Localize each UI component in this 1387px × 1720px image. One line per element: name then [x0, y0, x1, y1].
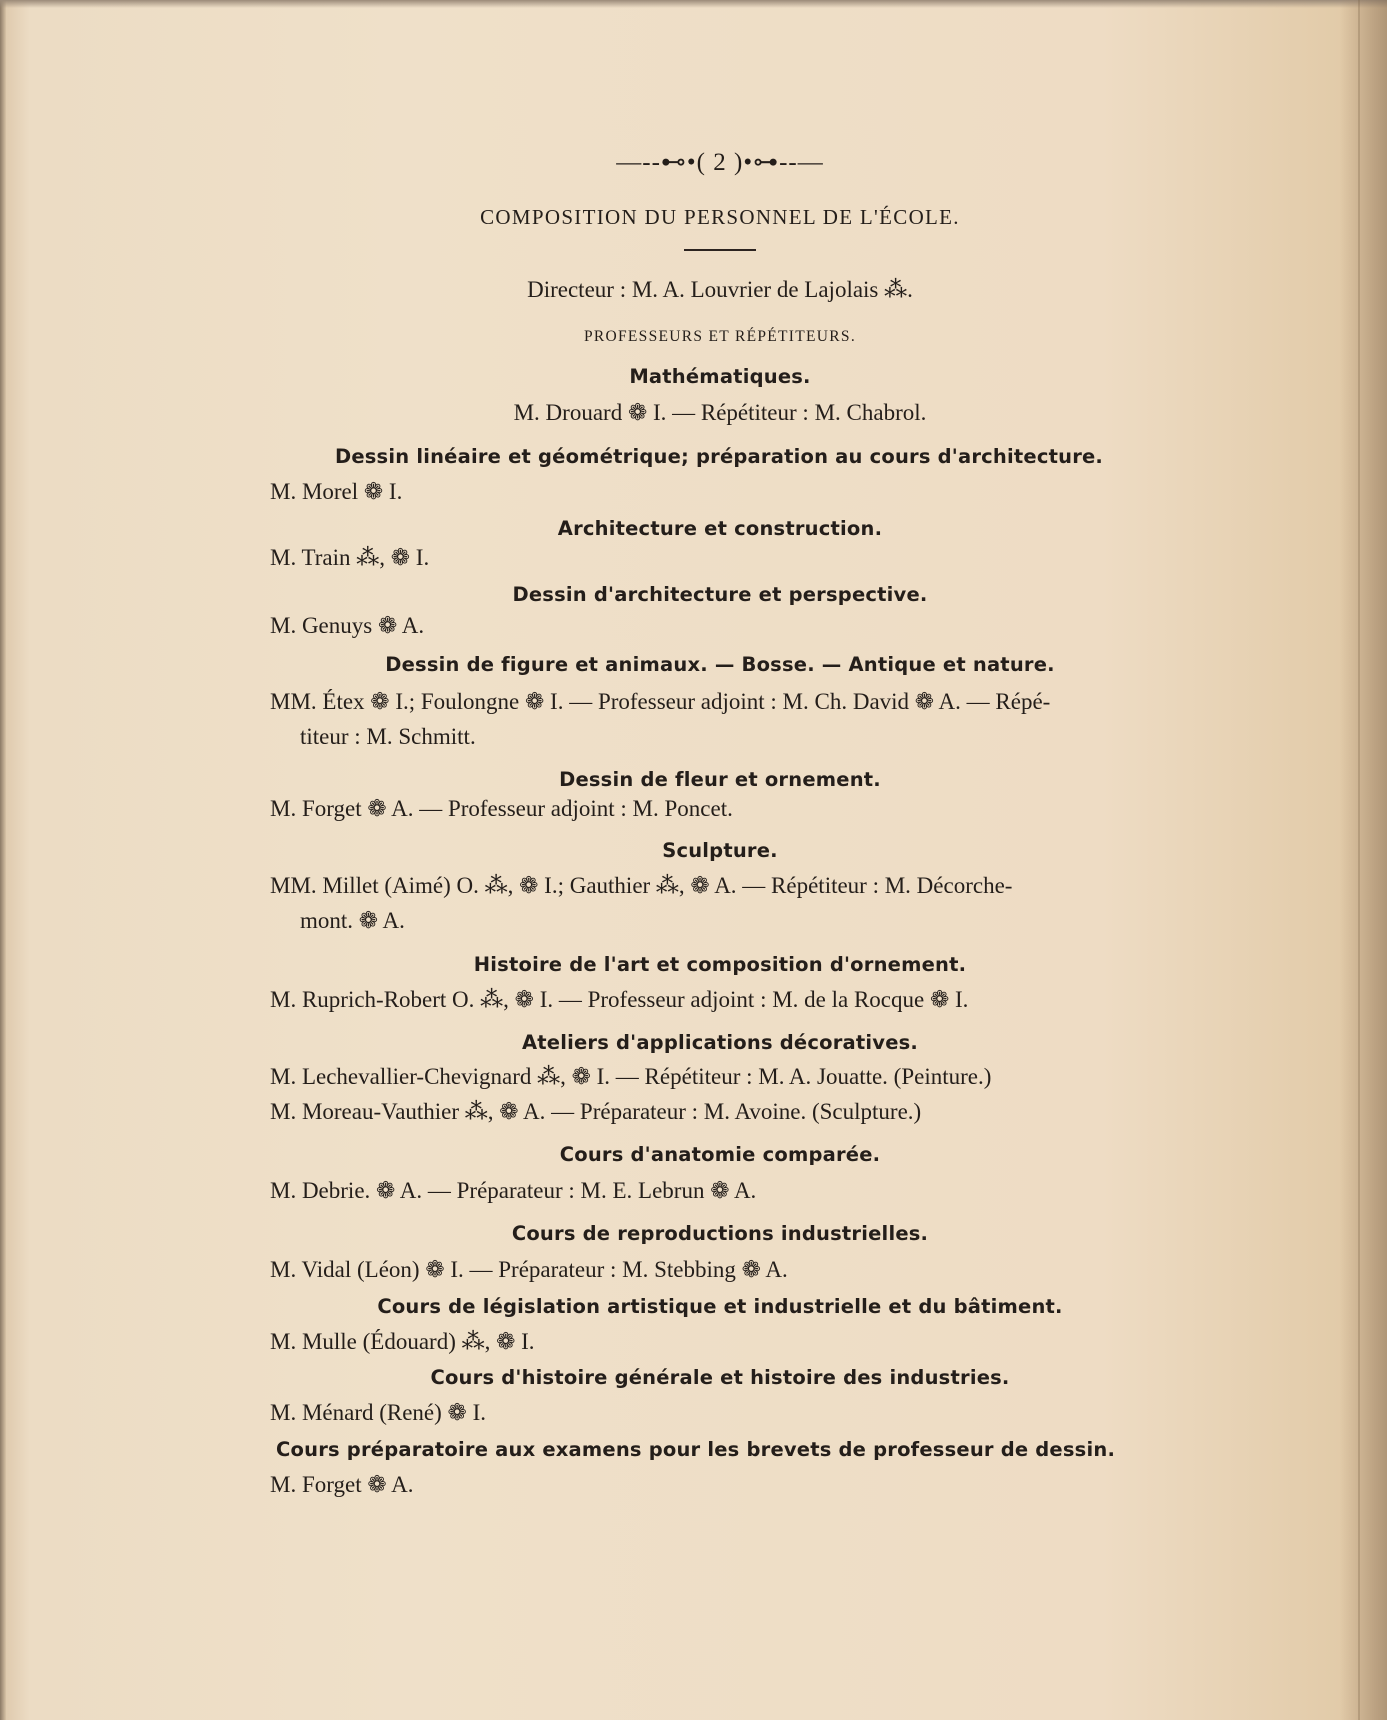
page-number: —--⊷•( 2 )•⊶--— [616, 149, 824, 176]
section-line: M. Mulle (Édouard) ⁂, ❁ I. [270, 1329, 535, 1354]
section-line: M. Drouard ❁ I. — Répétiteur : M. Chabrol. [513, 400, 927, 425]
section-heading: Dessin de fleur et ornement. [559, 768, 881, 791]
section-line: M. Train ⁂, ❁ I. [270, 545, 430, 570]
section-line: titeur : M. Schmitt. [300, 724, 476, 749]
section-line: MM. Millet (Aimé) O. ⁂, ❁ I.; Gauthier ⁂, ❁ A. — Répétiteur : M. Décorche- [270, 873, 1013, 898]
section-line: M. Forget ❁ A. — Professeur adjoint : M. Poncet. [270, 796, 733, 821]
section-heading: Histoire de l'art et composition d'ornement. [473, 953, 967, 976]
section-line: M. Lechevallier-Chevignard ⁂, ❁ I. — Répétiteur : M. A. Jouatte. (Peinture.) [270, 1064, 992, 1089]
section-heading: Architecture et construction. [557, 517, 883, 540]
section-heading: Cours de législation artistique et industrielle et du bâtiment. [377, 1295, 1063, 1318]
section-line: mont. ❁ A. [300, 908, 405, 933]
section-line: M. Ménard (René) ❁ I. [270, 1400, 486, 1425]
section-heading: Sculpture. [662, 839, 778, 862]
section-heading: Mathématiques. [629, 365, 811, 388]
section-line: M. Debrie. ❁ A. — Préparateur : M. E. Lebrun ❁ A. [270, 1178, 757, 1203]
section-line: M. Ruprich-Robert O. ⁂, ❁ I. — Professeur adjoint : M. de la Rocque ❁ I. [270, 987, 969, 1012]
section-heading: Cours d'anatomie comparée. [559, 1143, 881, 1166]
title-rule [684, 249, 756, 251]
section-heading: Dessin linéaire et géométrique; préparation au cours d'architecture. [334, 445, 1104, 468]
section-heading: Cours d'histoire générale et histoire des industries. [430, 1366, 1010, 1389]
section-line: M. Moreau-Vauthier ⁂, ❁ A. — Préparateur : M. Avoine. (Sculpture.) [270, 1099, 922, 1124]
director-line: Directeur : M. A. Louvrier de Lajolais ⁂. [527, 277, 913, 302]
section-line: MM. Étex ❁ I.; Foulongne ❁ I. — Professeur adjoint : M. Ch. David ❁ A. — Répé- [270, 689, 1051, 714]
section-heading: Dessin d'architecture et perspective. [512, 583, 928, 606]
section-heading: Cours préparatoire aux examens pour les brevets de professeur de dessin. [276, 1438, 1116, 1461]
section-line: M. Vidal (Léon) ❁ I. — Préparateur : M. Stebbing ❁ A. [270, 1257, 788, 1282]
page-title: COMPOSITION DU PERSONNEL DE L'ÉCOLE. [480, 205, 960, 229]
subheading: PROFESSEURS ET RÉPÉTITEURS. [583, 328, 857, 345]
section-line: M. Genuys ❁ A. [270, 613, 425, 638]
section-line: M. Forget ❁ A. [270, 1472, 414, 1497]
section-heading: Ateliers d'applications décoratives. [521, 1031, 919, 1054]
section-line: M. Morel ❁ I. [270, 479, 403, 504]
section-heading: Cours de reproductions industrielles. [511, 1222, 929, 1245]
section-heading: Dessin de figure et animaux. — Bosse. — Antique et nature. [385, 653, 1055, 676]
page-edge-top [0, 0, 1387, 8]
